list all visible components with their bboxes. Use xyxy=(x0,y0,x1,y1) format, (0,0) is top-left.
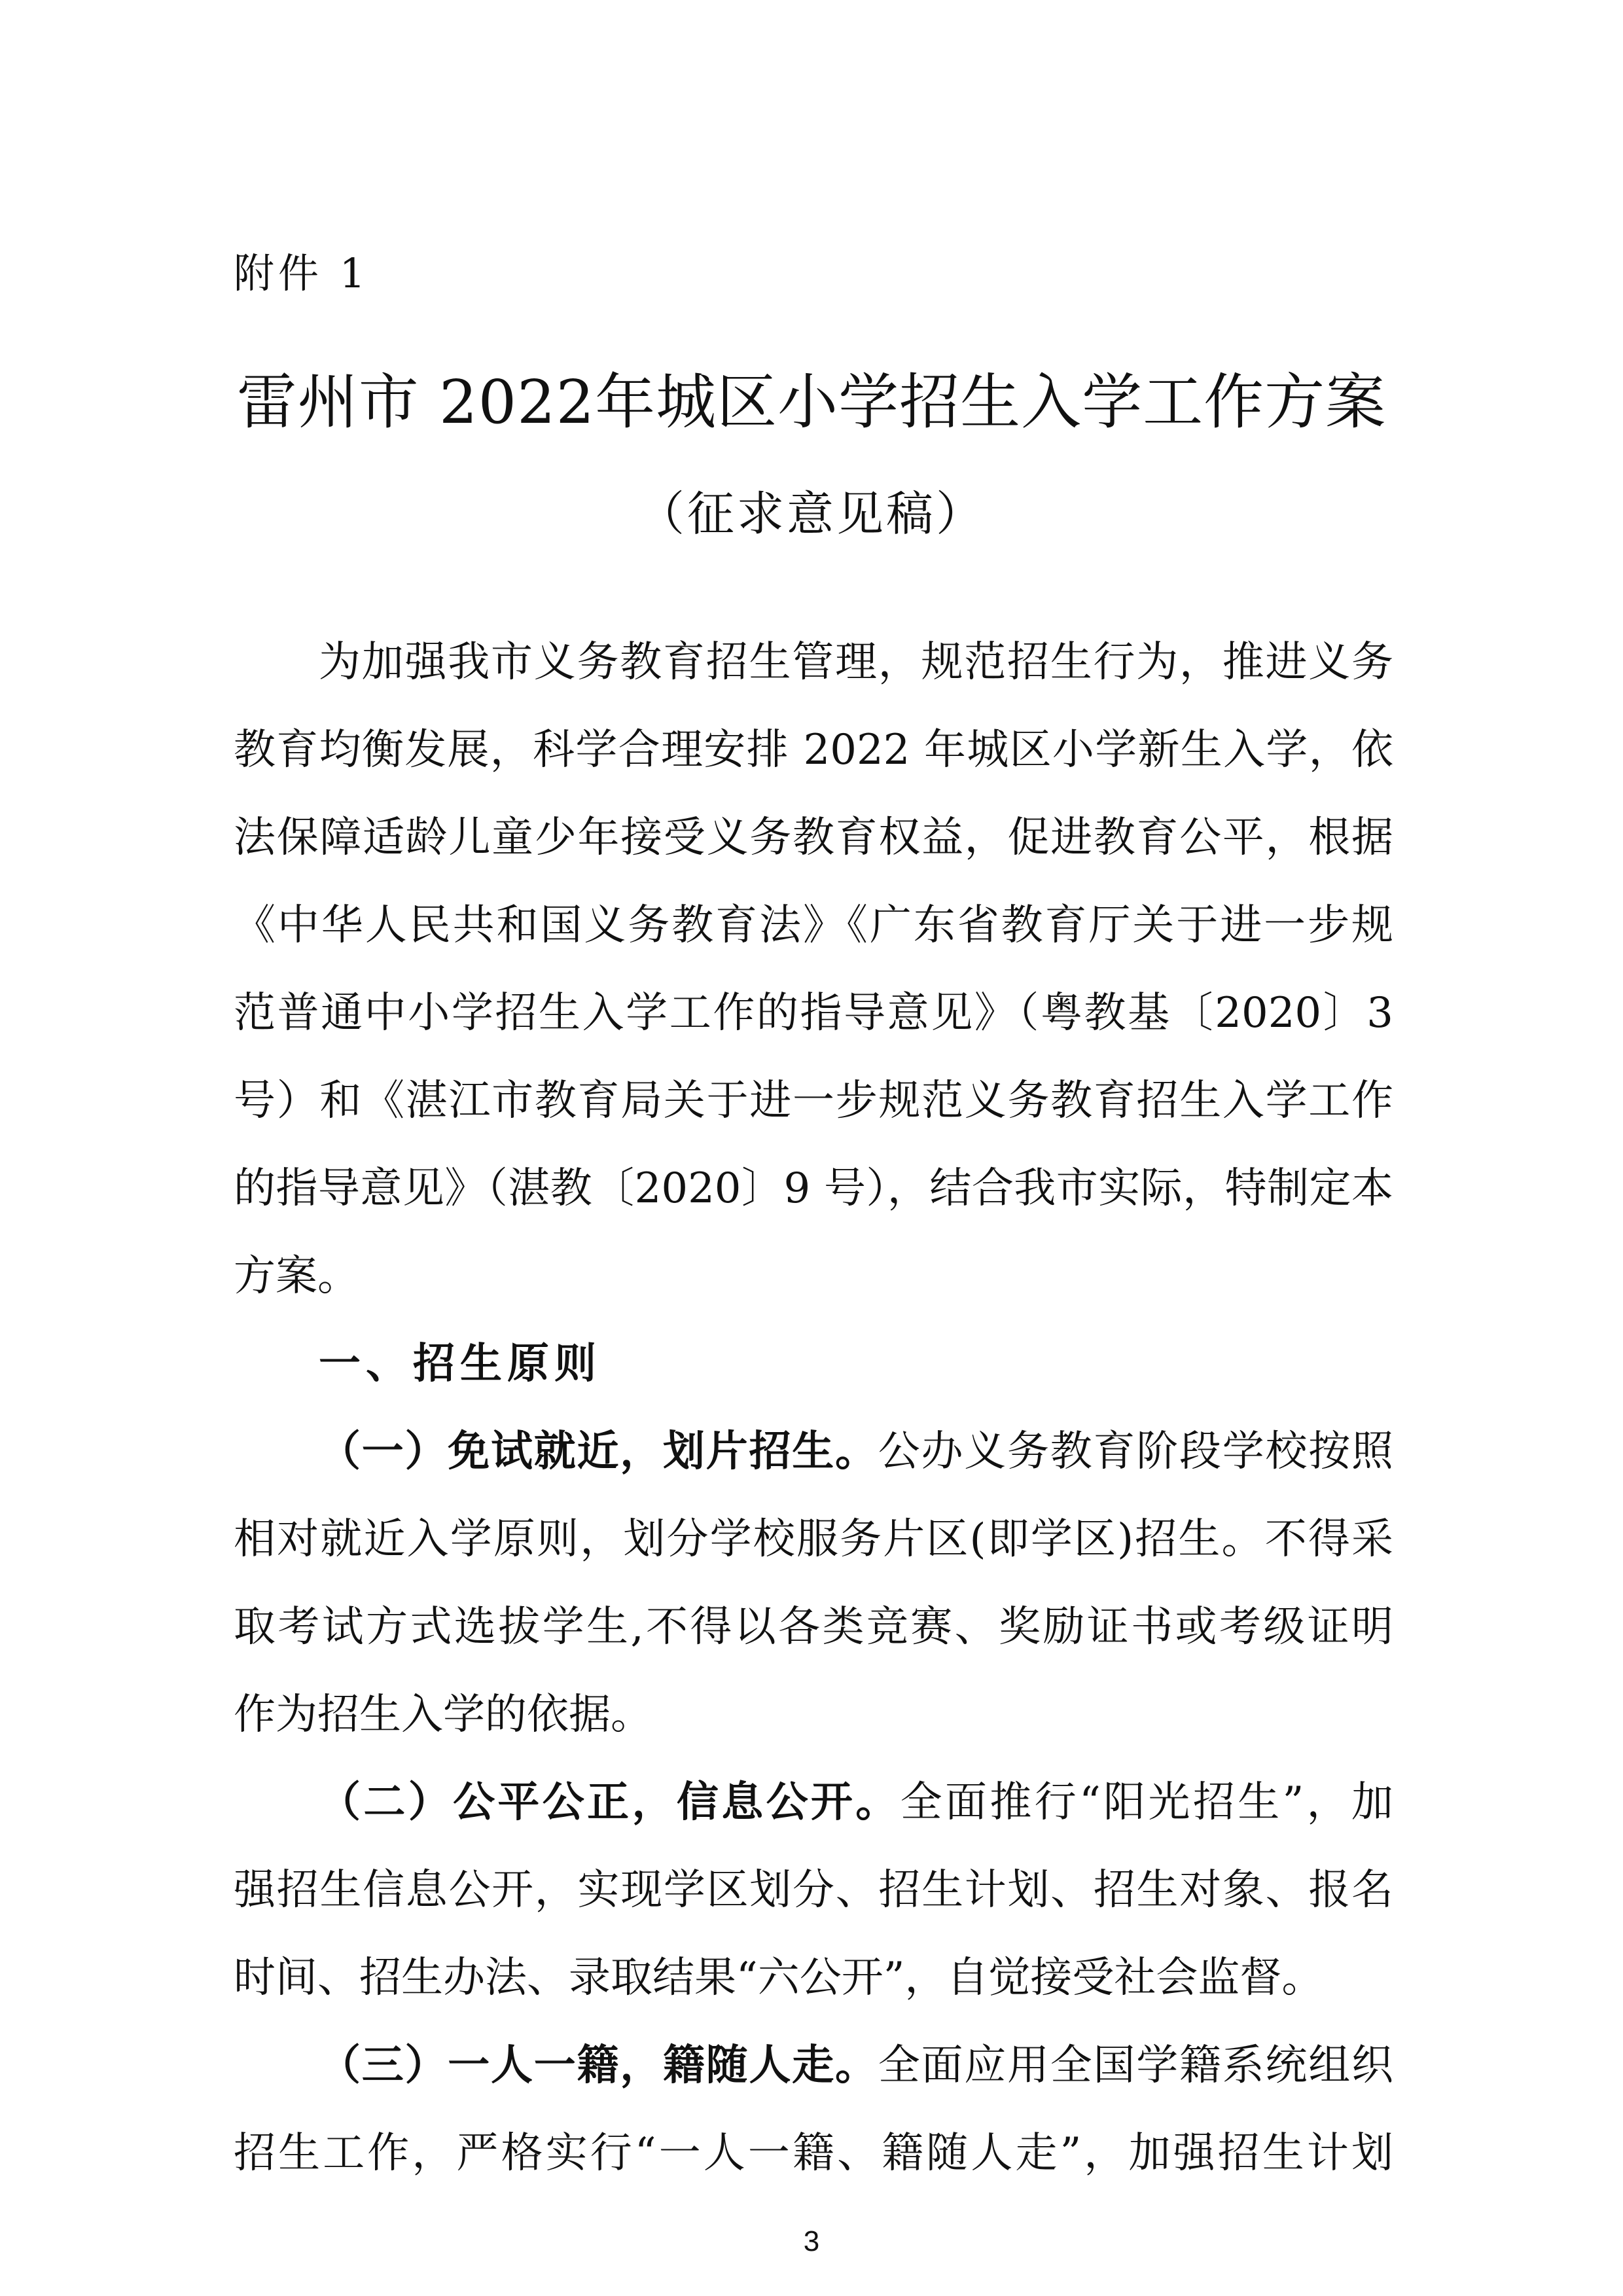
paragraph-line: 强招生信息公开，实现学区划分、招生计划、招生对象、报名 xyxy=(234,1866,1393,1914)
paragraph-line: 方案。 xyxy=(234,1252,359,1300)
document-title: 雷州市 2022年城区小学招生入学工作方案 xyxy=(236,367,1387,437)
paragraph-line: 为加强我市义务教育招生管理，规范招生行为，推进义务 xyxy=(319,638,1393,687)
document-subtitle: （征求意见稿） xyxy=(637,486,986,541)
paragraph-line xyxy=(319,1773,1393,1832)
attachment-label: 附件 1 xyxy=(234,249,370,297)
item-text: 公办义务教育阶段学校按照 xyxy=(878,1427,1393,1476)
paragraph-line xyxy=(319,1422,1393,1481)
item-text: 全面推行“阳光招生”，加 xyxy=(900,1778,1394,1827)
paragraph-line: 招生工作，严格实行“一人一籍、籍随人走”，加强招生计划 xyxy=(234,2129,1393,2178)
item-text: 全面应用全国学籍系统组织 xyxy=(878,2041,1393,2090)
paragraph-line: 号）和《湛江市教育局关于进一步规范义务教育招生入学工作 xyxy=(234,1077,1393,1125)
item-lead: （三）一人一籍，籍随人走。 xyxy=(319,2041,878,2090)
paragraph-line: 取考试方式选拔学生,不得以各类竞赛、奖励证书或考级证明 xyxy=(234,1603,1393,1651)
item-lead: （二）公平公正，信息公开。 xyxy=(319,1778,901,1827)
paragraph-line: 《中华人民共和国义务教育法》《广东省教育厅关于进一步规 xyxy=(234,901,1393,950)
paragraph-line: 时间、招生办法、录取结果“六公开”，自觉接受社会监督。 xyxy=(234,1954,1324,2002)
paragraph-line: 范普通中小学招生入学工作的指导意见》（粤教基〔2020〕3 xyxy=(234,989,1393,1037)
paragraph-line: 教育均衡发展，科学合理安排 2022 年城区小学新生入学，依 xyxy=(234,726,1393,774)
section-heading: 一、招生原则 xyxy=(319,1340,601,1388)
paragraph-line: 作为招生入学的依据。 xyxy=(234,1691,652,1739)
item-lead: （一）免试就近，划片招生。 xyxy=(319,1427,878,1476)
paragraph-line: 相对就近入学原则，划分学校服务片区(即学区)招生。不得采 xyxy=(234,1515,1393,1564)
paragraph-line: 法保障适龄儿童少年接受义务教育权益，促进教育公平，根据 xyxy=(234,814,1393,862)
paragraph-line: 的指导意见》（湛教〔2020〕9 号），结合我市实际，特制定本 xyxy=(234,1164,1393,1213)
paragraph-line xyxy=(319,2036,1393,2095)
page-number: 3 xyxy=(803,2225,820,2257)
